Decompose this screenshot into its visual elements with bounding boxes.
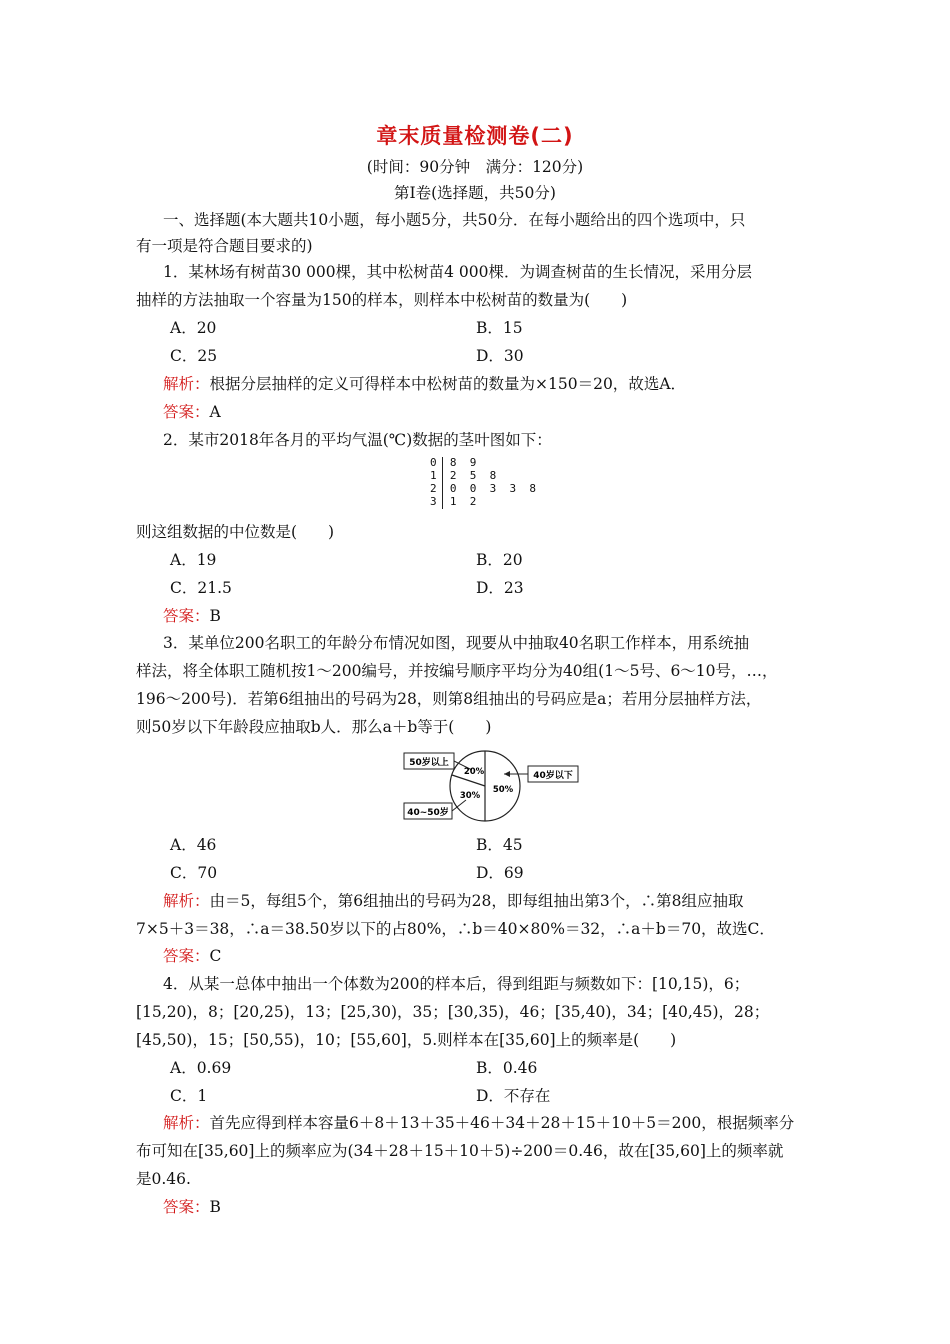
q2-option-a: A．19 bbox=[170, 551, 217, 569]
stem-row: 2 0 0 3 3 8 bbox=[430, 482, 536, 495]
q3-option-a: A．46 bbox=[170, 836, 217, 854]
q2-option-b: B．20 bbox=[476, 551, 523, 569]
q1-analysis bbox=[163, 374, 686, 394]
intro-line-2: 有一项是符合题目要求的) bbox=[136, 237, 313, 255]
q1-option-b: B．15 bbox=[476, 319, 523, 337]
q2-option-c: C．21.5 bbox=[170, 579, 232, 597]
analysis-label: 解析： bbox=[163, 375, 210, 393]
answer-value: B bbox=[209, 607, 221, 625]
stem-leaf-plot bbox=[430, 456, 536, 508]
page-title: 章末质量检测卷(二) bbox=[376, 124, 574, 148]
q3-analysis-1 bbox=[163, 891, 744, 911]
analysis-text: 首先应得到样本容量6＋8＋13＋35＋46＋34＋28＋15＋10＋5＝200，根据频率分 bbox=[209, 1114, 795, 1132]
answer-value: B bbox=[209, 1198, 221, 1216]
analysis-label: 解析： bbox=[163, 1114, 210, 1132]
answer-label: 答案： bbox=[163, 1198, 210, 1216]
q2-answer bbox=[163, 606, 221, 626]
q3-analysis-2: 7×5＋3＝38，∴a＝38.50岁以下的占80%，∴b＝40×80%＝32，∴a＋b＝70，故选C． bbox=[136, 920, 775, 938]
q4-option-b: B．0.46 bbox=[476, 1059, 538, 1077]
section-heading: 第Ⅰ卷(选择题，共50分) bbox=[394, 184, 556, 202]
label-over-50: 50岁以上 bbox=[409, 758, 449, 768]
q2-line-2: 则这组数据的中位数是( ) bbox=[136, 523, 335, 541]
q2-line-1: 2．某市2018年各月的平均气温(℃)数据的茎叶图如下： bbox=[163, 431, 552, 449]
analysis-text: 由＝5，每组5个，第6组抽出的号码为28，即每组抽出第3个，∴第8组应抽取 bbox=[209, 892, 744, 910]
q4-option-d: D．不存在 bbox=[476, 1087, 551, 1105]
q3-line-1: 3．某单位200名职工的年龄分布情况如图，现要从中抽取40名职工作样本，用系统抽 bbox=[163, 634, 750, 652]
answer-value: A bbox=[209, 403, 221, 421]
q1-option-a: A．20 bbox=[170, 319, 217, 337]
analysis-text: 根据分层抽样的定义可得样本中松树苗的数量为×150＝20，故选A． bbox=[209, 375, 687, 393]
q4-answer bbox=[163, 1197, 221, 1217]
label-under-40: 40岁以下 bbox=[533, 771, 573, 781]
q3-option-b: B．45 bbox=[476, 836, 523, 854]
intro-line-1: 一、选择题(本大题共10小题，每小题5分，共50分．在每小题给出的四个选项中，只 bbox=[163, 211, 746, 229]
answer-label: 答案： bbox=[163, 947, 210, 965]
q3-answer bbox=[163, 946, 221, 966]
q1-line-2: 抽样的方法抽取一个容量为150的样本，则样本中松树苗的数量为( ) bbox=[136, 291, 628, 309]
pie-pct-over-50: 20% bbox=[463, 767, 485, 777]
q4-analysis-1 bbox=[163, 1113, 794, 1133]
q1-option-d: D．30 bbox=[476, 347, 524, 365]
q3-line-4: 则50岁以下年龄段应抽取b人．那么a＋b等于( ) bbox=[136, 718, 492, 736]
q4-analysis-3: 是0.46. bbox=[136, 1170, 191, 1188]
answer-label: 答案： bbox=[163, 403, 210, 421]
analysis-label: 解析： bbox=[163, 892, 210, 910]
pie-pct-40-50: 30% bbox=[459, 791, 481, 801]
answer-value: C bbox=[209, 947, 222, 965]
exam-time-info: (时间：90分钟 满分：120分) bbox=[366, 158, 584, 176]
stem-row: 1 2 5 8 bbox=[430, 469, 497, 482]
age-distribution-pie-chart bbox=[400, 748, 590, 824]
q4-line-2: [15,20)，8；[20,25)，13；[25,30)，35；[30,35)，46；[35,40)，34；[40,45)，28； bbox=[136, 1003, 770, 1021]
label-40-50: 40~50岁 bbox=[407, 808, 449, 818]
pie-pct-under-40: 50% bbox=[492, 785, 514, 795]
stem-row: 0 8 9 bbox=[430, 456, 477, 469]
q4-line-3: [45,50)，15；[50,55)，10；[55,60]，5.则样本在[35,60]上的频率是( ) bbox=[136, 1031, 677, 1049]
q1-option-c: C．25 bbox=[170, 347, 218, 365]
q4-analysis-2: 布可知在[35,60]上的频率应为(34＋28＋15＋10＋5)÷200＝0.46，故在[35,60]上的频率就 bbox=[136, 1142, 784, 1160]
q4-option-c: C．1 bbox=[170, 1087, 208, 1105]
q1-line-1: 1．某林场有树苗30 000棵，其中松树苗4 000棵．为调查树苗的生长情况，采用分层 bbox=[163, 263, 752, 281]
q1-answer bbox=[163, 402, 221, 422]
q3-option-d: D．69 bbox=[476, 864, 524, 882]
q3-line-2: 样法，将全体职工随机按1～200编号，并按编号顺序平均分为40组(1～5号、6～10号，…， bbox=[136, 662, 778, 680]
q4-option-a: A．0.69 bbox=[170, 1059, 232, 1077]
stem-row: 3 1 2 bbox=[430, 495, 477, 508]
q3-option-c: C．70 bbox=[170, 864, 218, 882]
q3-line-3: 196～200号)．若第6组抽出的号码为28，则第8组抽出的号码应是a；若用分层抽样方法， bbox=[136, 690, 762, 708]
q4-line-1: 4．从某一总体中抽出一个体数为200的样本后，得到组距与频数如下：[10,15)，6； bbox=[163, 975, 750, 993]
answer-label: 答案： bbox=[163, 607, 210, 625]
q2-option-d: D．23 bbox=[476, 579, 524, 597]
